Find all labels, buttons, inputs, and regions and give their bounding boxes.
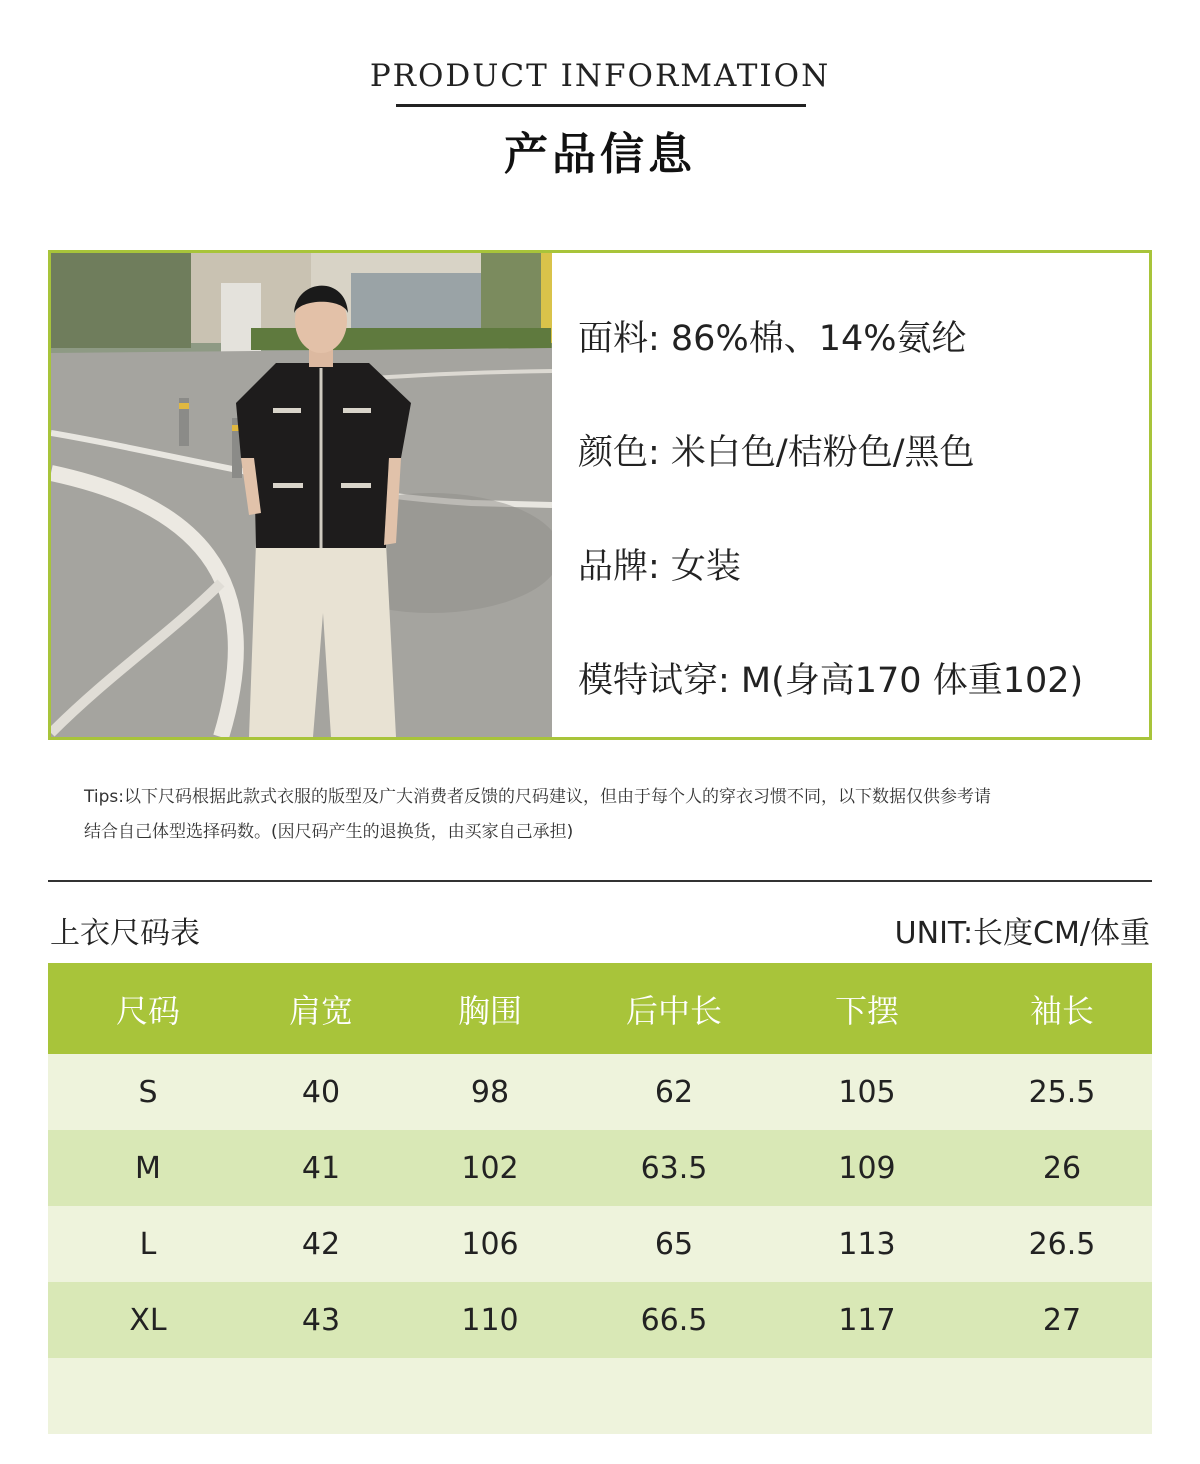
table-cell: 113 [838,1226,896,1262]
table-row-empty [48,1358,1152,1434]
table-cell: 106 [461,1226,519,1262]
table-cell: 25.5 [1028,1074,1096,1110]
header-cell: 胸围 [457,991,522,1030]
header-title-en: PRODUCT INFORMATION [369,58,831,94]
table-cell: M [135,1150,161,1186]
model-photo [51,253,552,737]
table-cell: L [139,1226,157,1262]
info-model: 模特试穿: M(身高170 体重102) [578,661,1084,701]
table-cell: 98 [470,1074,510,1110]
header-cell: 后中长 [625,991,722,1030]
product-info-list [578,253,1149,737]
header-cell: 袖长 [1029,991,1094,1030]
table-cell: S [138,1074,158,1110]
table-cell: 42 [301,1226,341,1262]
size-table-title: 上衣尺码表 [50,916,200,951]
table-cell: 110 [461,1302,519,1338]
info-brand: 品牌: 女装 [578,547,741,587]
table-cell: XL [129,1302,167,1338]
info-fabric: 面料: 86%棉、14%氨纶 [578,319,967,359]
tips-line-1: Tips:以下尺码根据此款式衣服的版型及广大消费者反馈的尺码建议，但由于每个人的穿衣习惯不同，以下数据仅供参考请 [84,787,991,807]
size-tips [84,780,1144,850]
table-row [48,1130,1152,1206]
table-cell: 40 [301,1074,341,1110]
tips-line-2: 结合自己体型选择码数。(因尺码产生的退换货，由买家自己承担) [84,822,574,842]
table-header-row [48,963,1152,1054]
table-cell: 43 [301,1302,341,1338]
header-cell: 下摆 [834,991,899,1030]
table-cell: 62 [654,1074,694,1110]
table-cell: 63.5 [640,1150,708,1186]
table-cell: 66.5 [640,1302,708,1338]
table-cell: 26 [1042,1150,1082,1186]
table-row [48,1282,1152,1358]
header-underline [396,104,806,107]
table-cell: 65 [654,1226,694,1262]
table-cell: 109 [838,1150,896,1186]
header-cell: 肩宽 [288,991,353,1030]
info-color: 颜色: 米白色/桔粉色/黑色 [578,433,975,473]
table-cell: 105 [838,1074,896,1110]
section-divider [48,880,1152,882]
product-info-box [48,250,1152,740]
table-row [48,1206,1152,1282]
size-table [48,963,1152,1434]
table-cell: 117 [838,1302,896,1338]
table-row [48,1054,1152,1130]
header-cell: 尺码 [115,991,180,1030]
size-table-unit: UNIT:长度CM/体重 [894,916,1150,951]
table-cell: 41 [301,1150,341,1186]
table-cell: 26.5 [1028,1226,1096,1262]
header-title-cn: 产品信息 [504,129,696,180]
table-cell: 102 [461,1150,519,1186]
table-cell: 27 [1042,1302,1082,1338]
